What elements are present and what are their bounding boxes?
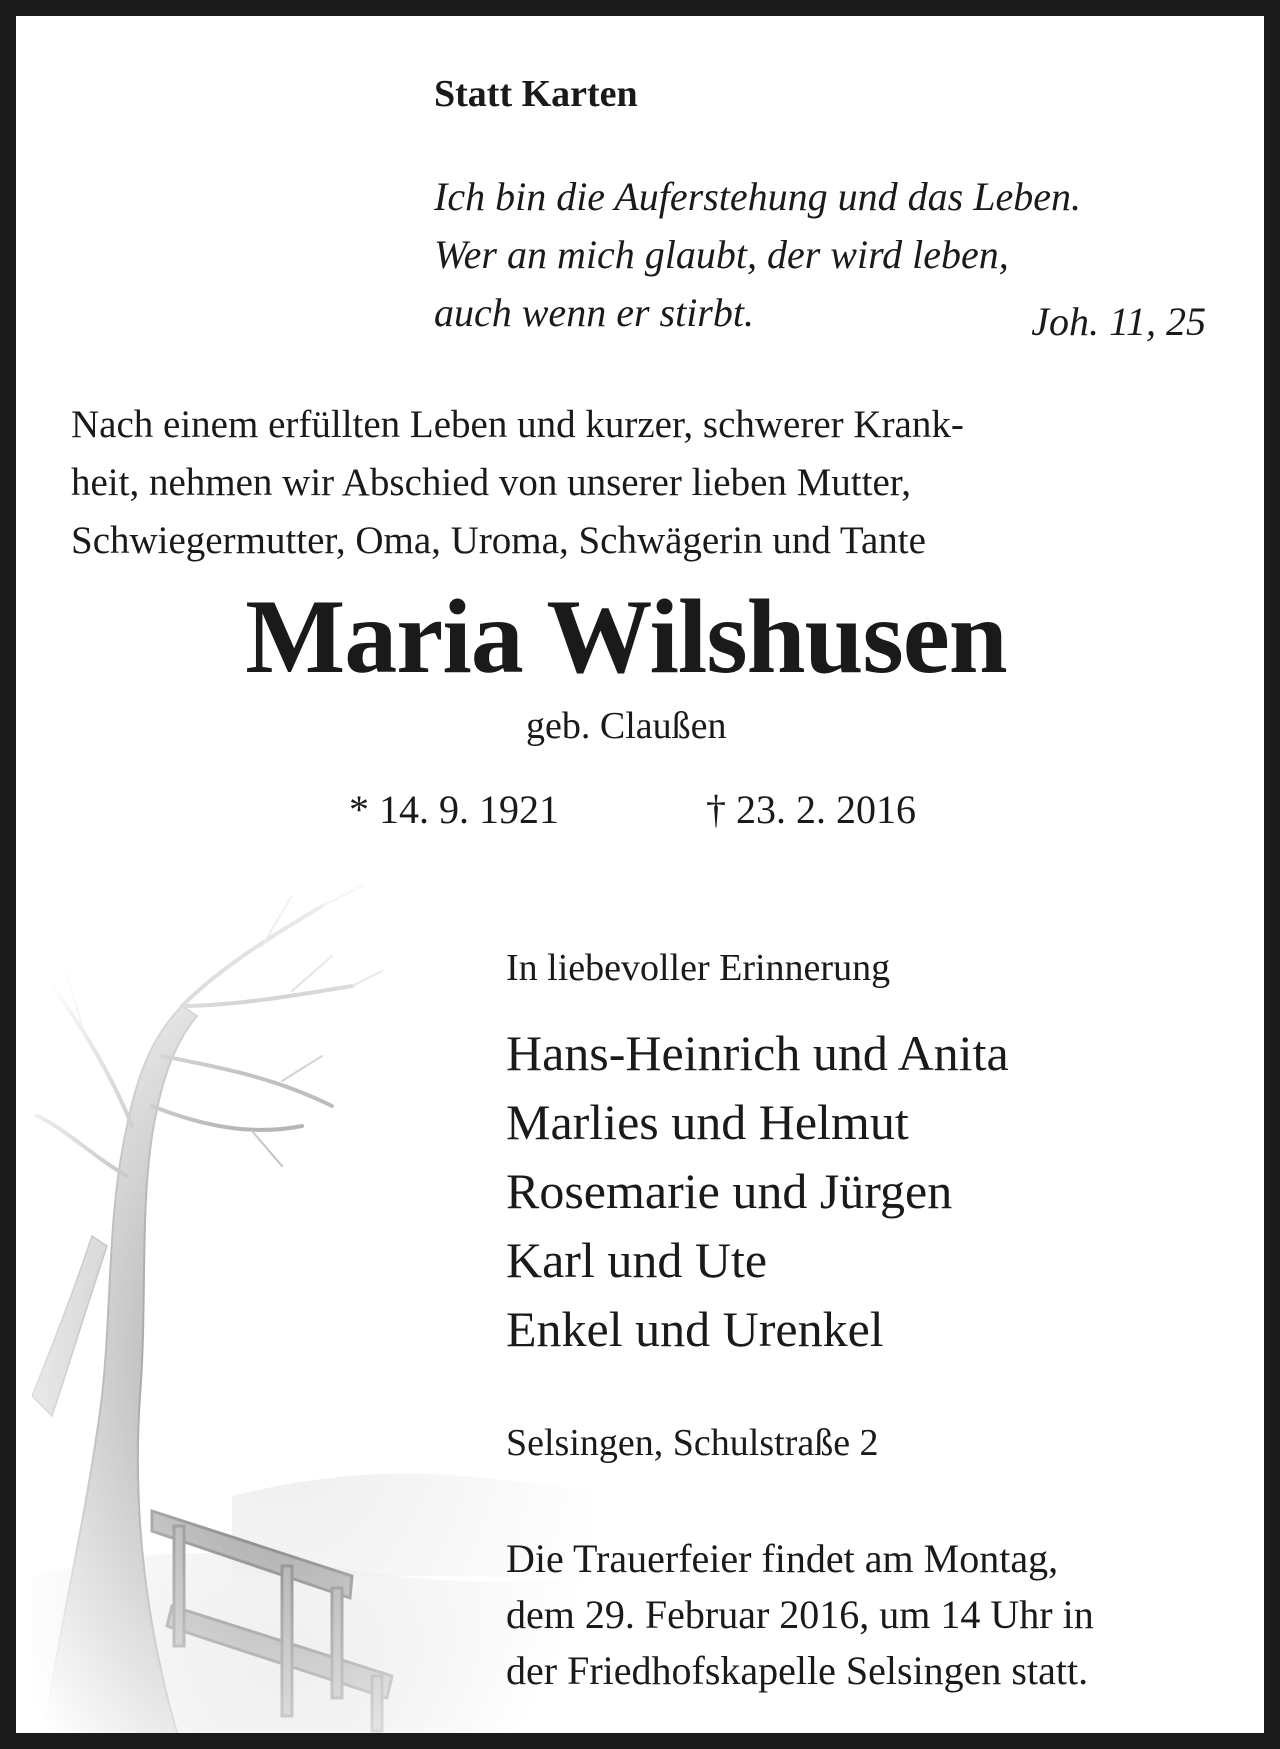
verse-line: auch wenn er stirbt. [434, 290, 754, 335]
memory-heading: In liebevoller Erinnerung [506, 947, 891, 989]
verse-reference: Joh. 11, 25 [1031, 299, 1206, 344]
list-item: Enkel und Urenkel [506, 1301, 884, 1357]
intro-line: Nach einem erfüllten Leben und kurzer, schwerer Krank- [71, 403, 964, 446]
maiden-name: geb. Claußen [526, 705, 727, 747]
list-item: Marlies und Helmut [506, 1094, 909, 1150]
verse-line: Ich bin die Auferstehung und das Leben. [434, 174, 1081, 219]
funeral-line: der Friedhofskapelle Selsingen statt. [506, 1648, 1089, 1693]
verse-line: Wer an mich glaubt, der wird leben, [434, 232, 1009, 277]
intro-line: Schwiegermutter, Oma, Uroma, Schwägerin und Tante [71, 519, 926, 562]
list-item: Hans-Heinrich und Anita [506, 1025, 1009, 1081]
list-item: Karl und Ute [506, 1232, 768, 1288]
deceased-name: Maria Wilshusen [245, 578, 1007, 695]
list-item: Rosemarie und Jürgen [506, 1163, 953, 1219]
funeral-info [506, 1531, 1094, 1699]
intro-line: heit, nehmen wir Abschied von unserer lieben Mutter, [71, 461, 911, 504]
funeral-line: Die Trauerfeier findet am Montag, [506, 1536, 1059, 1581]
funeral-line: dem 29. Februar 2016, um 14 Uhr in [506, 1592, 1094, 1637]
statt-karten-heading: Statt Karten [434, 73, 638, 115]
address: Selsingen, Schulstraße 2 [506, 1422, 879, 1464]
birth-date: * 14. 9. 1921 [349, 787, 559, 832]
intro-text [71, 396, 1251, 570]
death-date: † 23. 2. 2016 [706, 787, 916, 832]
mourners-list [506, 1019, 1009, 1364]
